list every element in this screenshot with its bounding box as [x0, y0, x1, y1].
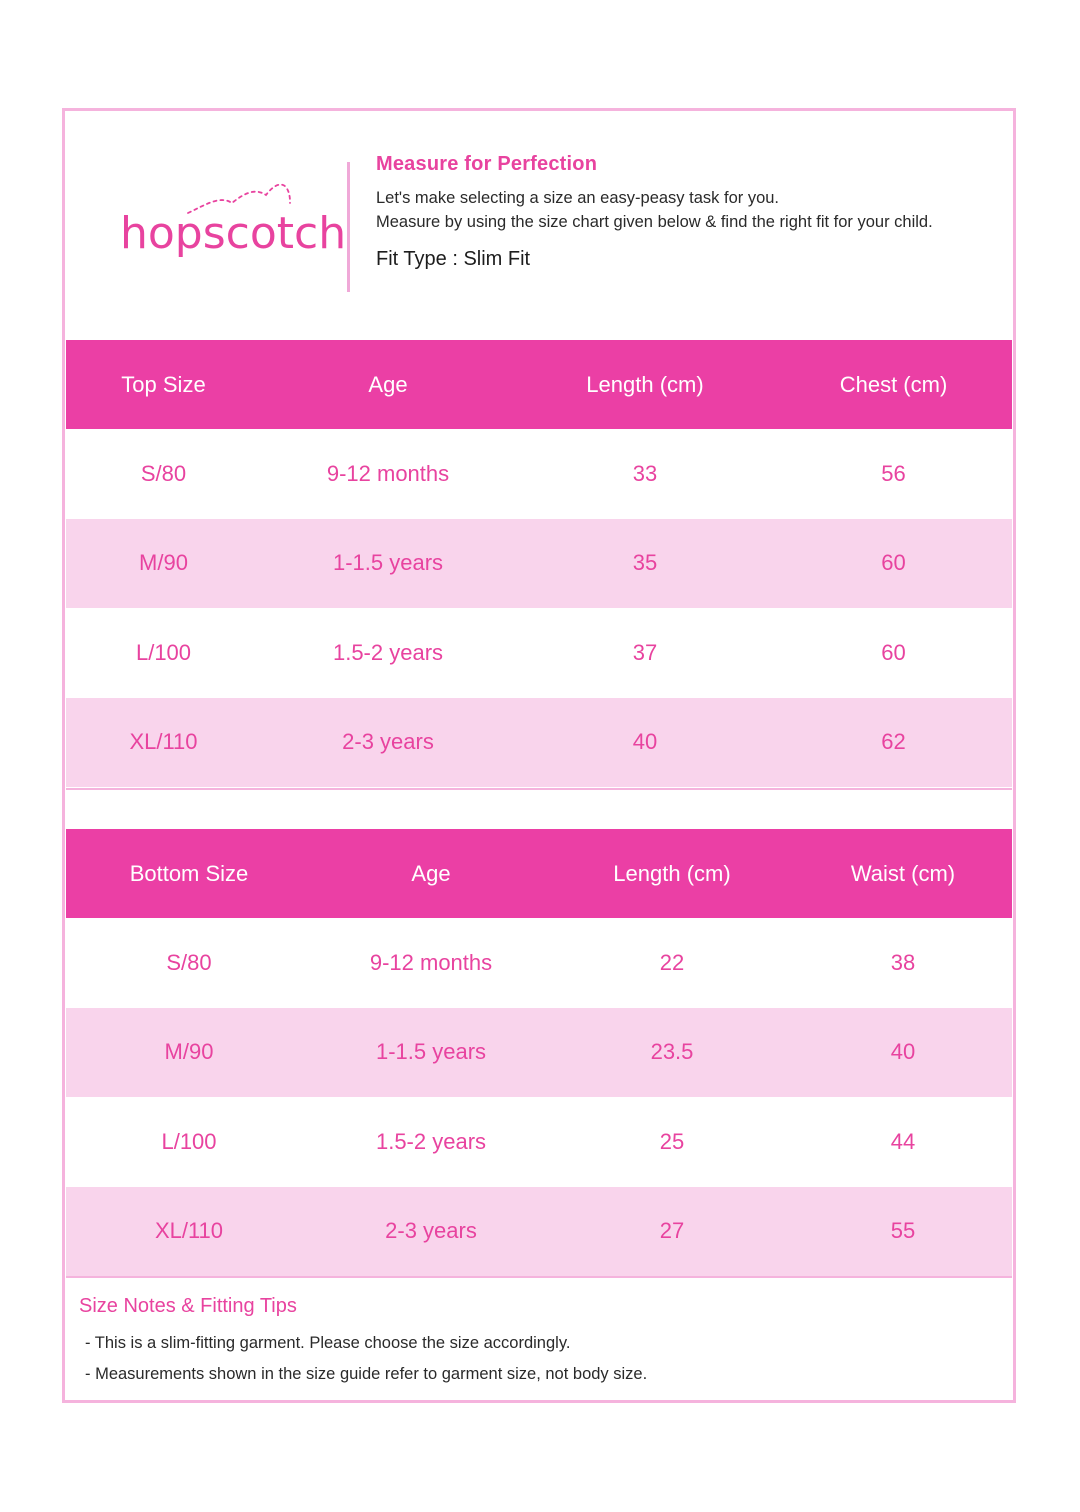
table-cell: L/100 — [66, 1097, 312, 1187]
table-row — [66, 519, 1012, 609]
table-cell: 23.5 — [550, 1008, 794, 1098]
table-cell: 33 — [515, 429, 775, 519]
table-row — [66, 1097, 1012, 1187]
top-header-size: Top Size — [66, 340, 261, 429]
bottom-size-table — [66, 829, 1012, 1276]
table-cell: XL/110 — [66, 698, 261, 788]
table-cell: XL/110 — [66, 1187, 312, 1277]
bottom-header-length: Length (cm) — [550, 829, 794, 918]
bottom-header-size: Bottom Size — [66, 829, 312, 918]
table-cell: 25 — [550, 1097, 794, 1187]
table-cell: 62 — [775, 698, 1012, 788]
table-cell: S/80 — [66, 429, 261, 519]
table-row — [66, 1008, 1012, 1098]
table-cell: 22 — [550, 918, 794, 1008]
table-row — [66, 429, 1012, 519]
header-divider — [347, 162, 350, 292]
table-cell: L/100 — [66, 608, 261, 698]
fit-type: Fit Type : Slim Fit — [376, 248, 531, 270]
table-row — [66, 1187, 1012, 1277]
table-cell: 1.5-2 years — [312, 1097, 550, 1187]
table-cell: 1.5-2 years — [261, 608, 515, 698]
notes-item: - Measurements shown in the size guide refer to garment size, not body size. — [85, 1365, 648, 1383]
table-cell: 44 — [794, 1097, 1012, 1187]
intro-line-2: Measure by using the size chart given below & find the right fit for your child. — [376, 213, 933, 231]
table-cell: S/80 — [66, 918, 312, 1008]
top-size-table — [66, 340, 1012, 787]
table-cell: 35 — [515, 519, 775, 609]
top-header-length: Length (cm) — [515, 340, 775, 429]
table-cell: 40 — [515, 698, 775, 788]
table-row — [66, 698, 1012, 788]
table-row — [66, 608, 1012, 698]
table-cell: M/90 — [66, 519, 261, 609]
hopscotch-logo — [120, 173, 347, 263]
table-cell: M/90 — [66, 1008, 312, 1098]
top-table-header-row — [66, 340, 1012, 429]
table-row — [66, 918, 1012, 1008]
intro-title: Measure for Perfection — [376, 153, 598, 175]
intro-line-1: Let's make selecting a size an easy-peasy task for you. — [376, 189, 780, 207]
bottom-table-header-row — [66, 829, 1012, 918]
table-gap — [66, 788, 1012, 831]
table-cell: 2-3 years — [312, 1187, 550, 1277]
table-cell: 1-1.5 years — [312, 1008, 550, 1098]
table-cell: 60 — [775, 519, 1012, 609]
table-cell: 60 — [775, 608, 1012, 698]
notes-title: Size Notes & Fitting Tips — [79, 1295, 297, 1317]
table-cell: 27 — [550, 1187, 794, 1277]
notes-divider — [66, 1276, 1012, 1278]
table-cell: 56 — [775, 429, 1012, 519]
size-chart-header — [65, 111, 1013, 340]
logo-graphic — [120, 173, 347, 263]
table-cell: 9-12 months — [312, 918, 550, 1008]
table-cell: 55 — [794, 1187, 1012, 1277]
table-cell: 2-3 years — [261, 698, 515, 788]
bottom-header-age: Age — [312, 829, 550, 918]
intro-block — [376, 153, 976, 271]
top-header-chest: Chest (cm) — [775, 340, 1012, 429]
table-cell: 1-1.5 years — [261, 519, 515, 609]
notes-item: - This is a slim-fitting garment. Please choose the size accordingly. — [85, 1334, 571, 1352]
table-cell: 37 — [515, 608, 775, 698]
table-cell: 40 — [794, 1008, 1012, 1098]
size-chart-card — [62, 108, 1016, 1403]
logo-wordmark: hopscotch — [120, 208, 347, 259]
table-cell: 38 — [794, 918, 1012, 1008]
bottom-header-waist: Waist (cm) — [794, 829, 1012, 918]
size-notes — [79, 1295, 979, 1390]
table-cell: 9-12 months — [261, 429, 515, 519]
top-header-age: Age — [261, 340, 515, 429]
